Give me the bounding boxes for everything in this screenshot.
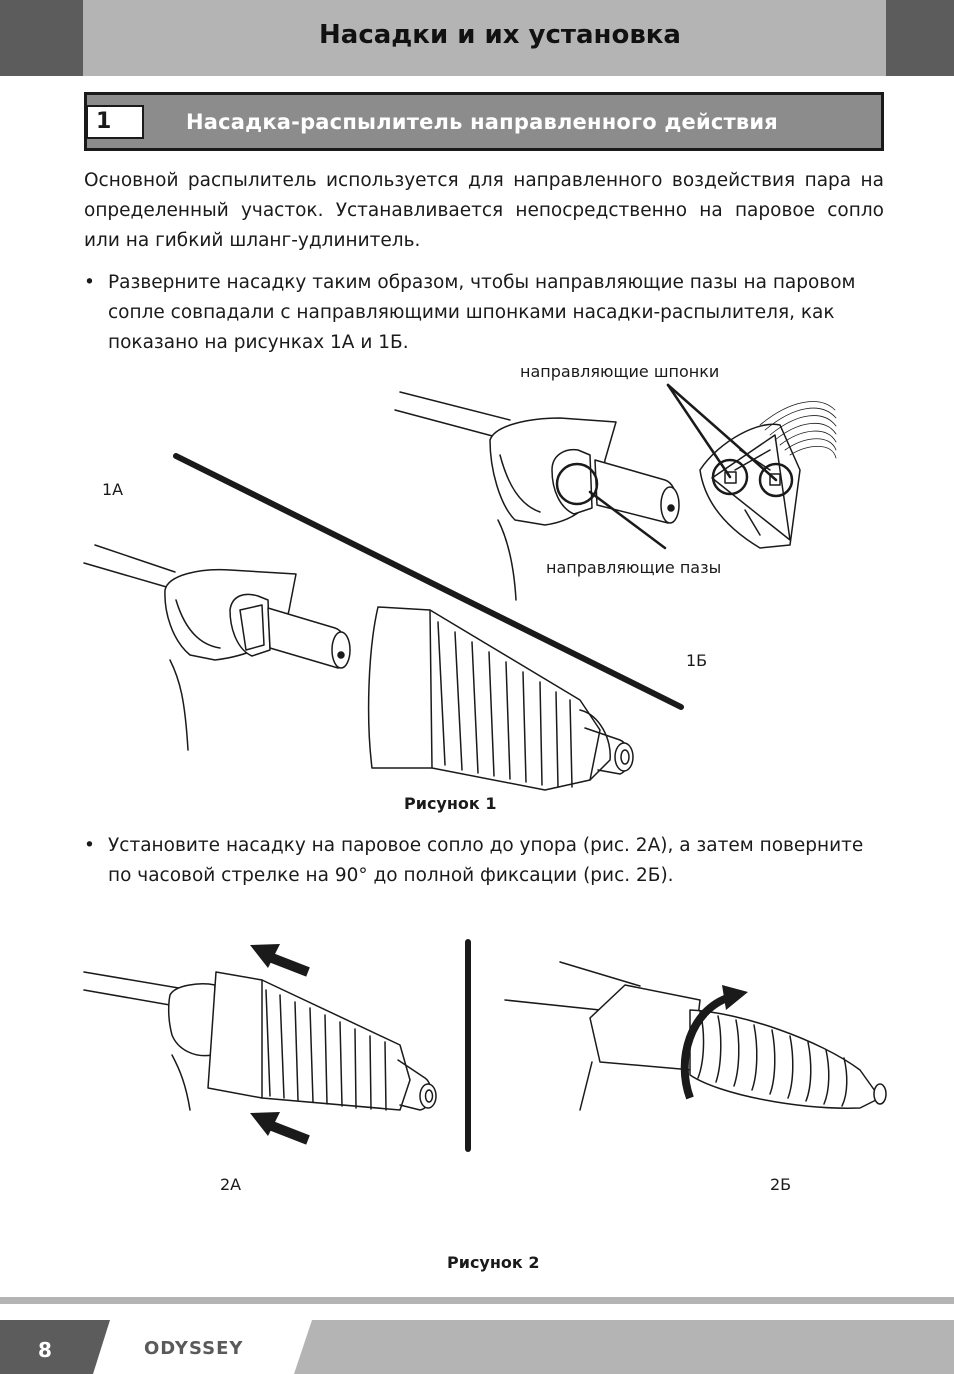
bullet-item [84,831,890,891]
figure-2b-drawing [505,962,886,1110]
figure-1a-drawing [84,545,350,750]
page-number: 8 [38,1338,52,1362]
figure-1-caption: Рисунок 1 [404,794,497,813]
figure-2a-label: 2А [220,1175,242,1194]
figure-2a-drawing [84,972,436,1110]
brand-name: ODYSSEY [144,1338,244,1359]
rotate-arrow-head [722,985,748,1010]
figure-2b-label: 2Б [770,1175,792,1194]
push-arrow-top [272,958,308,972]
figure-1a-label: 1А [102,480,124,499]
bullet-marker: • [84,272,95,293]
bullet-text: Разверните насадку таким образом, чтобы направляющие пазы на паровом сопле совпадали с направляющими шпонками насадки-распылителя, как показано на рисунках 1А и 1Б. [108,272,856,353]
bullet-text: Установите насадку на паровое сопло до упора (рис. 2А), а затем поверните по часовой стрелке на 90° до полной фиксации (рис. 2Б). [108,835,864,886]
footer-strip [0,1297,954,1304]
callout-grooves-label: направляющие пазы [546,558,722,577]
page-title: Насадки и их установка [319,20,681,50]
bullet-marker: • [84,835,95,856]
push-arrow-bottom [272,1126,308,1140]
intro-paragraph: Основной распылитель используется для направленного воздействия пара на определенный участок. Устанавливается непосредственно на паровое сопло или на гибкий шланг-удлинитель. [84,170,884,251]
figure-1a-attachment [369,607,633,790]
figure-2-caption: Рисунок 2 [447,1253,540,1272]
figure-1b-endview [700,402,836,548]
figure-1b-label: 1Б [686,651,708,670]
callout-keys-label: направляющие шпонки [520,362,720,381]
section-title: Насадка-распылитель направленного действия [186,110,778,134]
section-number: 1 [86,105,144,139]
